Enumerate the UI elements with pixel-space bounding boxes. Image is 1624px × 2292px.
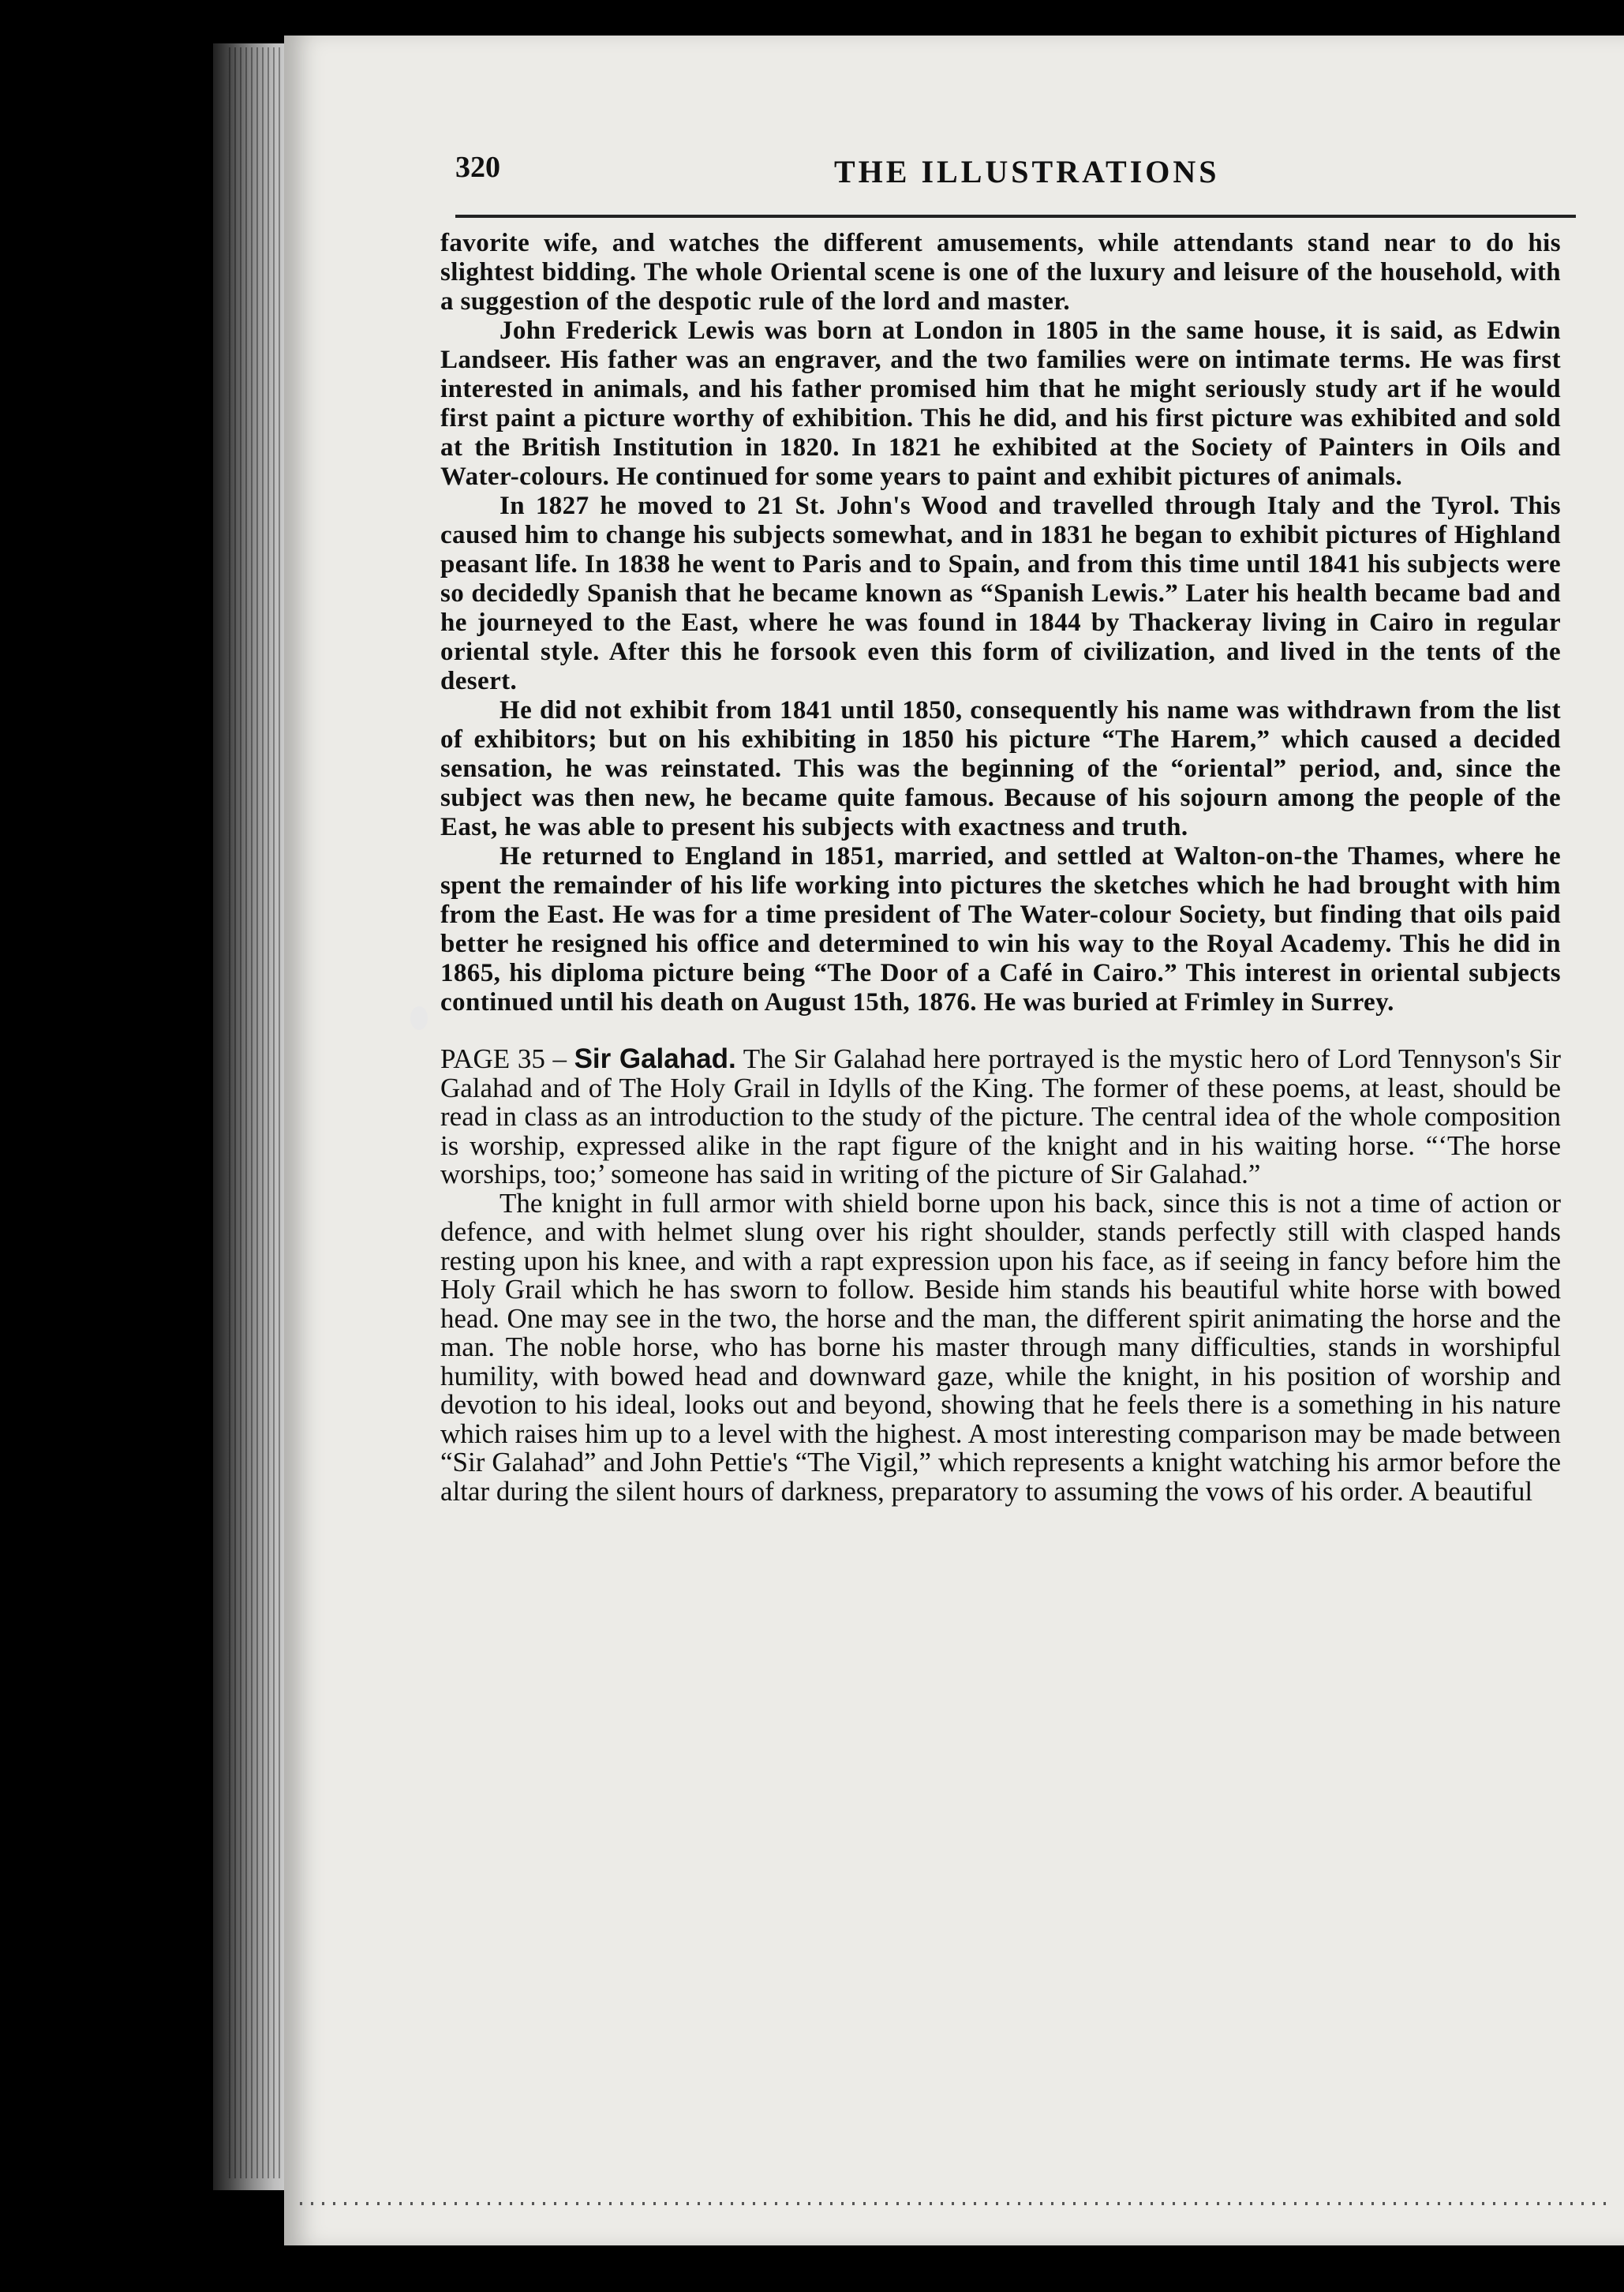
- paragraph-birth: John Frederick Lewis was born at London in 1805 in the same house, it is said, as Edwin Landseer. His father was an engraver, and the two families were on intimate terms. He was first interested in animals, and his father promised him that he might seriously study art if he would first paint a picture worthy of exhibition. This he did, and his first picture was exhibited and sold at the British Institution in 1820. In 1821 he exhibited at the Society of Painters in Oils and Water-colours. He continued for some years to paint and exhibit pictures of animals.: [440, 316, 1561, 491]
- picture-title: Sir Galahad.: [574, 1043, 736, 1074]
- paragraph-return: He returned to England in 1851, married, and settled at Walton-on-the Thames, where he spent the remainder of his life working into pictures the sketches which he had brought with him from the East. He was for a time president of The Water-colour Society, but finding that oils paid better he resigned his office and determined to win his way to the Royal Academy. This he did in 1865, his diploma picture being “The Door of a Café in Cairo.” This interest in oriental subjects continued until his death on August 15th, 1876. He was buried at Frimley in Surrey.: [440, 842, 1561, 1017]
- bottom-edge-dots: [300, 2202, 1610, 2205]
- paragraph-continued: favorite wife, and watches the different amusements, while attendants stand near to do his slightest bidding. The whole Oriental scene is one of the luxury and leisure of the household, with a suggestion of the despotic rule of the lord and master.: [440, 229, 1561, 316]
- paper-speck: [410, 1006, 428, 1030]
- page-header: [455, 150, 1576, 197]
- paragraph-travels: In 1827 he moved to 21 St. John's Wood and travelled through Italy and the Tyrol. This caused him to change his subjects somewhat, and in 1831 he began to exhibit pictures of Highland peasant life. In 1838 he went to Paris and to Spain, and from this time until 1841 his subjects were so decidedly Spanish that he became known as “Spanish Lewis.” Later his health became bad and he journeyed to the East, where he was found in 1844 by Thackeray living in Cairo in regular oriental style. After this he forsook even this form of civilization, and lived in the tents of the desert.: [440, 492, 1561, 695]
- page-number: 320: [455, 151, 500, 184]
- paragraph-galahad-description: The knight in full armor with shield borne upon his back, since this is not a time of action or defence, and with helmet slung over his right shoulder, stands perfectly still with clasped hands resting upon his knee, and with a rapt expression upon his face, as if seeing in fancy before him the Holy Grail which he has sworn to follow. Beside him stands his beautiful white horse with bowed head. One may see in the two, the horse and the man, the different spirit animating the horse and the man. The noble horse, who has borne his master through many difficulties, stands in worshipful humility, with bowed head and downward gaze, while the knight, in his position of worship and devotion to his ideal, looks out and beyond, showing that he feels there is a something in his nature which raises him up to a level with the highest. A most interesting comparison may be made between “Sir Galahad” and John Pettie's “The Vigil,” which represents a knight watching his armor before the altar during the silent hours of darkness, preparatory to assuming the vows of his order. A beautiful: [440, 1187, 1561, 1507]
- paragraph-galahad-intro-text: The Sir Galahad here portrayed is the mystic hero of Lord Tennyson's Sir Galahad and of The Holy Grail in Idylls of the King. The former of these poems, at least, should be read in class as an introduction to the study of the picture. The central idea of the whole composition is worship, expressed alike in the rapt figure of the knight and in his waiting horse. “‘The horse worships, too;’ someone has said in writing of the picture of Sir Galahad.”: [440, 1043, 1561, 1189]
- header-rule: [455, 215, 1576, 218]
- page-edges: [229, 47, 292, 2178]
- page-reference: PAGE 35 –: [440, 1043, 574, 1074]
- running-head: THE ILLUSTRATIONS: [834, 154, 1220, 189]
- lewis-biography: [440, 229, 1561, 1017]
- paragraph-galahad-intro: [440, 1045, 1561, 1189]
- body-text: [440, 229, 1561, 1506]
- paragraph-harem: He did not exhibit from 1841 until 1850, consequently his name was withdrawn from the list of exhibitors; but on his exhibiting in 1850 his picture “The Harem,” which caused a decided sensation, he was reinstated. This was the beginning of the “oriental” period, and, since the subject was then new, he became quite famous. Because of his sojourn among the people of the East, he was able to present his subjects with exactness and truth.: [440, 696, 1561, 841]
- sir-galahad-section: [440, 1045, 1561, 1506]
